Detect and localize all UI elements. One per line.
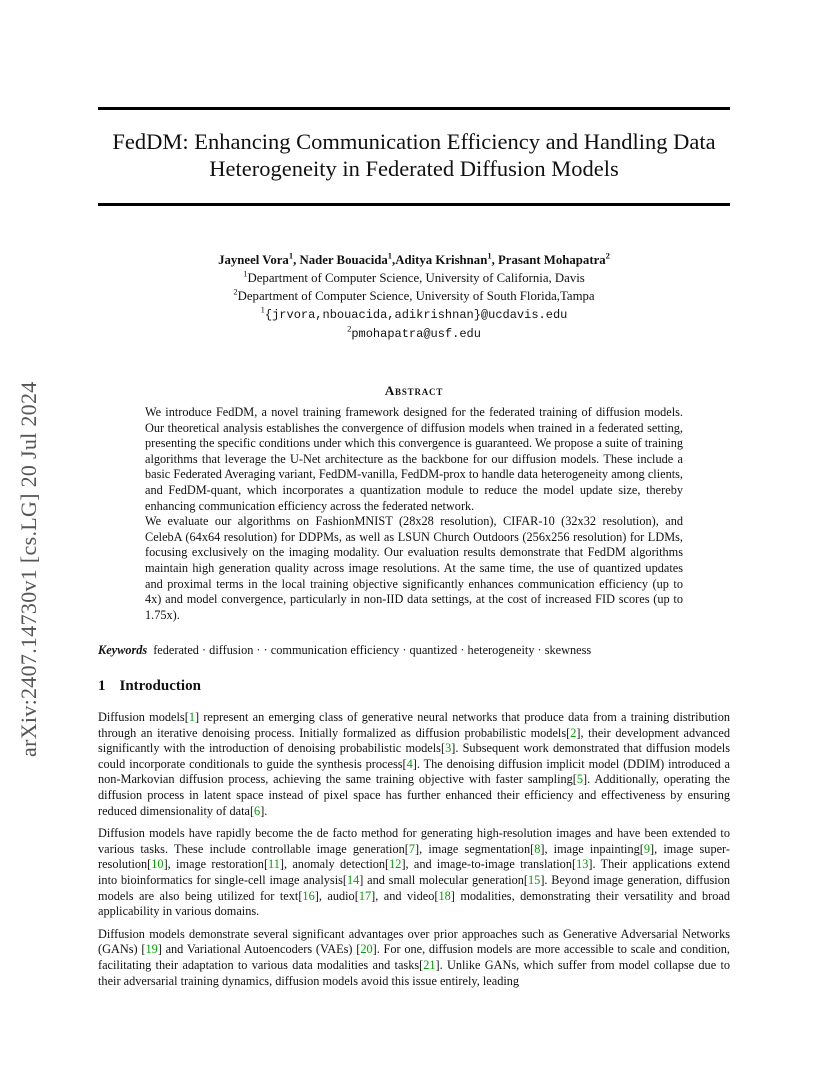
citation-link[interactable]: 3 — [445, 741, 452, 756]
citation-link[interactable]: 21 — [423, 957, 436, 972]
citation-link[interactable]: 9 — [643, 841, 650, 856]
section-heading-introduction — [98, 678, 201, 695]
citation-link[interactable]: 13 — [576, 857, 589, 872]
citation-link[interactable]: 6 — [254, 803, 261, 818]
intro-paragraph-1: Diffusion models[1] represent an emerging class of generative neural networks that produce data from a training distribution through an iterative denoising process. Initially formalized as diffusion probabilistic models[2], their development advanced significantly with the introduction of denoising probabilistic models[3]. Subsequent work demonstrated that diffusion models could incorporate conditionals to guide the synthesis process[4]. The denoising diffusion implicit model (DDIM) introduced a non-Markovian diffusion process, achieving the same training objective with faster sampling[5]. Additionally, operating the diffusion process in latent space instead of pixel space has further enhanced their efficiency and effectiveness by ensuring reduced dimensionality of data[6]. — [98, 710, 731, 818]
citation-link[interactable]: 18 — [438, 888, 451, 903]
section-title: Introduction — [119, 678, 201, 694]
citation-link[interactable]: 17 — [358, 888, 372, 903]
citation-link[interactable]: 2 — [570, 725, 577, 740]
citation-link[interactable]: 7 — [408, 841, 416, 856]
keywords-text: federated · diffusion · · communication efficiency · quantized · heterogeneity · skewness — [153, 643, 592, 657]
citation-link[interactable]: 8 — [534, 841, 541, 856]
citation-link[interactable]: 20 — [360, 942, 373, 957]
citation-link[interactable]: 1 — [188, 710, 195, 724]
citation-link[interactable]: 11 — [268, 857, 280, 872]
keywords-line — [98, 643, 730, 658]
arxiv-identifier: arXiv:2407.14730v1 [cs.LG] 20 Jul 2024 — [16, 381, 41, 757]
introduction-body — [98, 710, 730, 996]
citation-link[interactable]: 4 — [406, 756, 413, 771]
citation-link[interactable]: 5 — [576, 772, 584, 787]
author-block — [98, 251, 730, 343]
citation-link[interactable]: 16 — [302, 888, 315, 903]
email-1: $^1${jrvora,nbouacida,adikrishnan}@ucdavis.edu — [260, 304, 568, 322]
title-bottom-rule — [98, 203, 730, 206]
abstract-paragraph-1: We introduce FedDM, a novel training framework designed for the federated training of diffusion models. Our theoretical analysis establishes the convergence of diffusion models when trained in a federated setting, presenting the specific conditions under which this convergence is guaranteed. We propose a suite of training algorithms that leverage the U-Net architecture as the backbone for our diffusion models. These include a basic Federated Averaging variant, FedDM-vanilla, FedDM-prox to handle data heterogeneity among clients, and FedDM-quant, which incorporates a quantization module to reduce the model update size, thereby enhancing communication efficiency across the federated network. — [145, 405, 683, 513]
intro-paragraph-3: Diffusion models demonstrate several significant advantages over prior approaches such as Generative Adversarial Networks (GANs) [19] and Variational Autoencoders (VAEs) [20]. For one, diffusion models are more accessible to scale and condition, facilitating their adaptation to various data modalities and tasks[21]. Unlike GANs, which suffer from model collapse due to their adversarial training dynamics, diffusion models avoid this issue entirely, leading — [98, 926, 731, 988]
citation-link[interactable]: 19 — [145, 942, 158, 957]
abstract-body — [145, 405, 683, 623]
paper-title: FedDM: Enhancing Communication Efficiency and Handling Data Heterogeneity in Federated Diffusion Models — [112, 129, 716, 181]
affiliation-2: $^2$Department of Computer Science, University of South Florida,Tampa — [233, 286, 595, 303]
section-number: 1 — [98, 678, 106, 694]
abstract-paragraph-2: We evaluate our algorithms on FashionMNIST (28x28 resolution), CIFAR-10 (32x32 resolution), and CelebA (64x64 resolution) for DDPMs, as well as LSUN Church Outdoors (256x256 resolution) for LDMs, focusing exclusively on the imaging modality. Our evaluation results demonstrate that FedDM algorithms maintain high generation quality across image resolutions. At the same time, the use of quantized updates and proximal terms in the local training objective significantly enhances communication efficiency (up to 4x) and model convergence, particularly in non-IID data settings, at the cost of increased FID scores (up to 1.75x). — [145, 514, 683, 622]
affiliation-1: $^1$Department of Computer Science, University of California, Davis — [243, 268, 585, 285]
citation-link[interactable]: 14 — [347, 872, 360, 887]
citation-link[interactable]: 15 — [528, 872, 541, 887]
intro-paragraph-2: Diffusion models have rapidly become the de facto method for generating high-resolution images and have been extended to various tasks. These include controllable image generation[7], image segmentation[8], image inpainting[9], image super-resolution[10], image restoration[11], anomaly detection[12], and image-to-image translation[13]. Their applications extend into bioinformatics for single-cell image analysis[14] and small molecular generation[15]. Beyond image generation, diffusion models are also being utilized for text[16], audio[17], and video[18] modalities, demonstrating their versatility and broad applicability in various domains. — [98, 826, 731, 919]
citation-link[interactable]: 12 — [389, 857, 402, 872]
abstract-heading: Abstract — [384, 383, 444, 398]
citation-link[interactable]: 10 — [151, 857, 164, 872]
title-top-rule — [98, 107, 730, 110]
author-names: Jayneel Vora$^1$, Nader Bouacida$^1$,Aditya Krishnan$^1$, Prasant Mohapatra$^2$ — [218, 250, 610, 267]
keywords-label: Keywords — [98, 643, 148, 657]
email-2: $^2$pmohapatra@usf.edu — [347, 323, 481, 341]
